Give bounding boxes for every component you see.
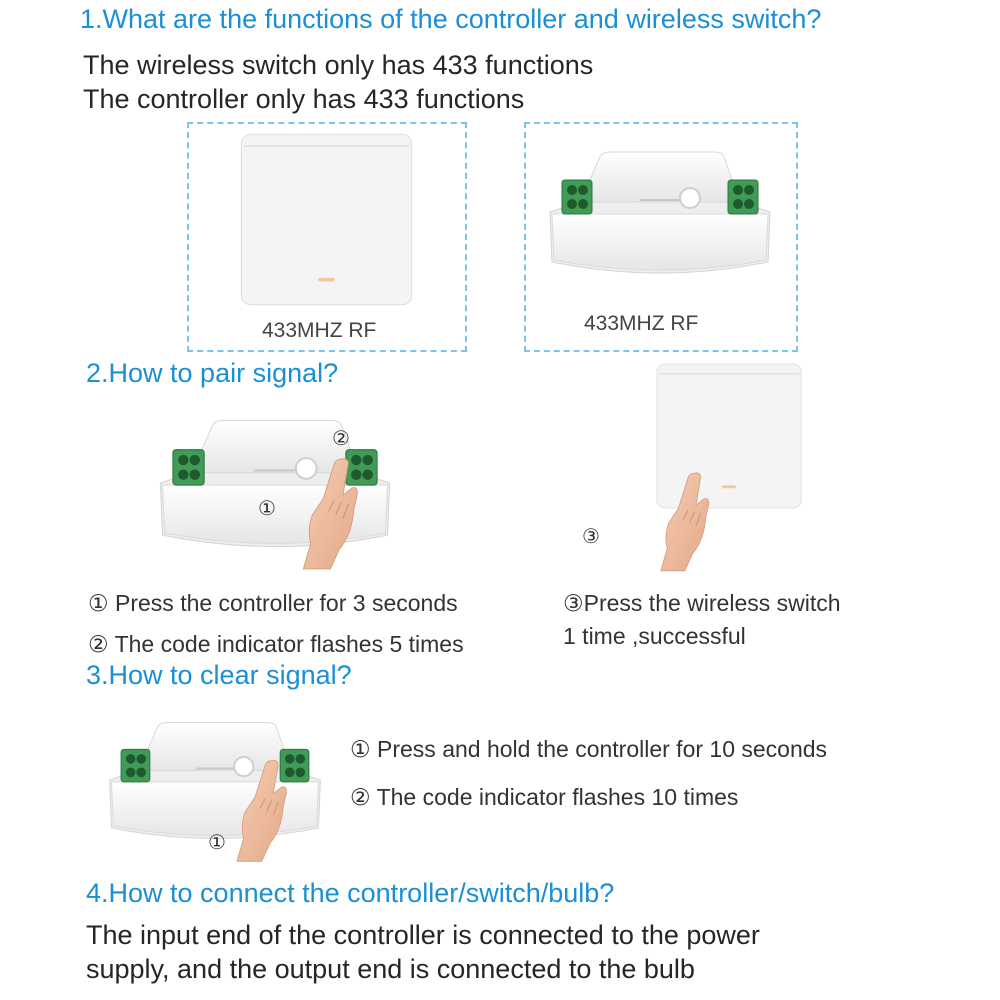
clear-step-1: ① Press and hold the controller for 10 seconds	[350, 736, 828, 762]
switch-caption: 433MHZ RF	[262, 319, 377, 342]
switch-product-box	[187, 122, 467, 352]
section4-line-1: The input end of the controller is connected to the power	[86, 920, 760, 950]
controller-product-box	[524, 122, 798, 352]
pair-step-3-line-2: 1 time ,successful	[563, 623, 746, 649]
section1-line-1: The wireless switch only has 433 functions	[83, 50, 594, 80]
section1-line-2: The controller only has 433 functions	[83, 84, 525, 114]
pointing-hand-icon	[232, 755, 298, 867]
clear-marker-1: ①	[208, 832, 226, 854]
clear-step-2: ② The code indicator flashes 10 times	[350, 784, 739, 810]
pair-marker-2: ②	[332, 428, 350, 450]
pair-marker-1: ①	[258, 498, 276, 520]
controller-caption: 433MHZ RF	[584, 312, 699, 335]
pair-marker-3: ③	[582, 526, 600, 548]
controller-icon	[540, 142, 780, 282]
section4-heading: 4.How to connect the controller/switch/bulb?	[86, 878, 615, 908]
wireless-switch-icon	[239, 132, 414, 307]
pointing-hand-icon	[298, 455, 370, 573]
pair-step-3-line-1: ③Press the wireless switch	[563, 590, 841, 616]
section1-heading: 1.What are the functions of the controller and wireless switch?	[80, 4, 822, 34]
pair-step-1: ① Press the controller for 3 seconds	[88, 590, 458, 616]
section2-heading: 2.How to pair signal?	[86, 358, 339, 388]
section3-heading: 3.How to clear signal?	[86, 660, 352, 690]
section4-line-2: supply, and the output end is connected to the bulb	[86, 954, 695, 984]
pointing-hand-icon	[652, 470, 724, 574]
pair-step-2: ② The code indicator flashes 5 times	[88, 631, 464, 657]
